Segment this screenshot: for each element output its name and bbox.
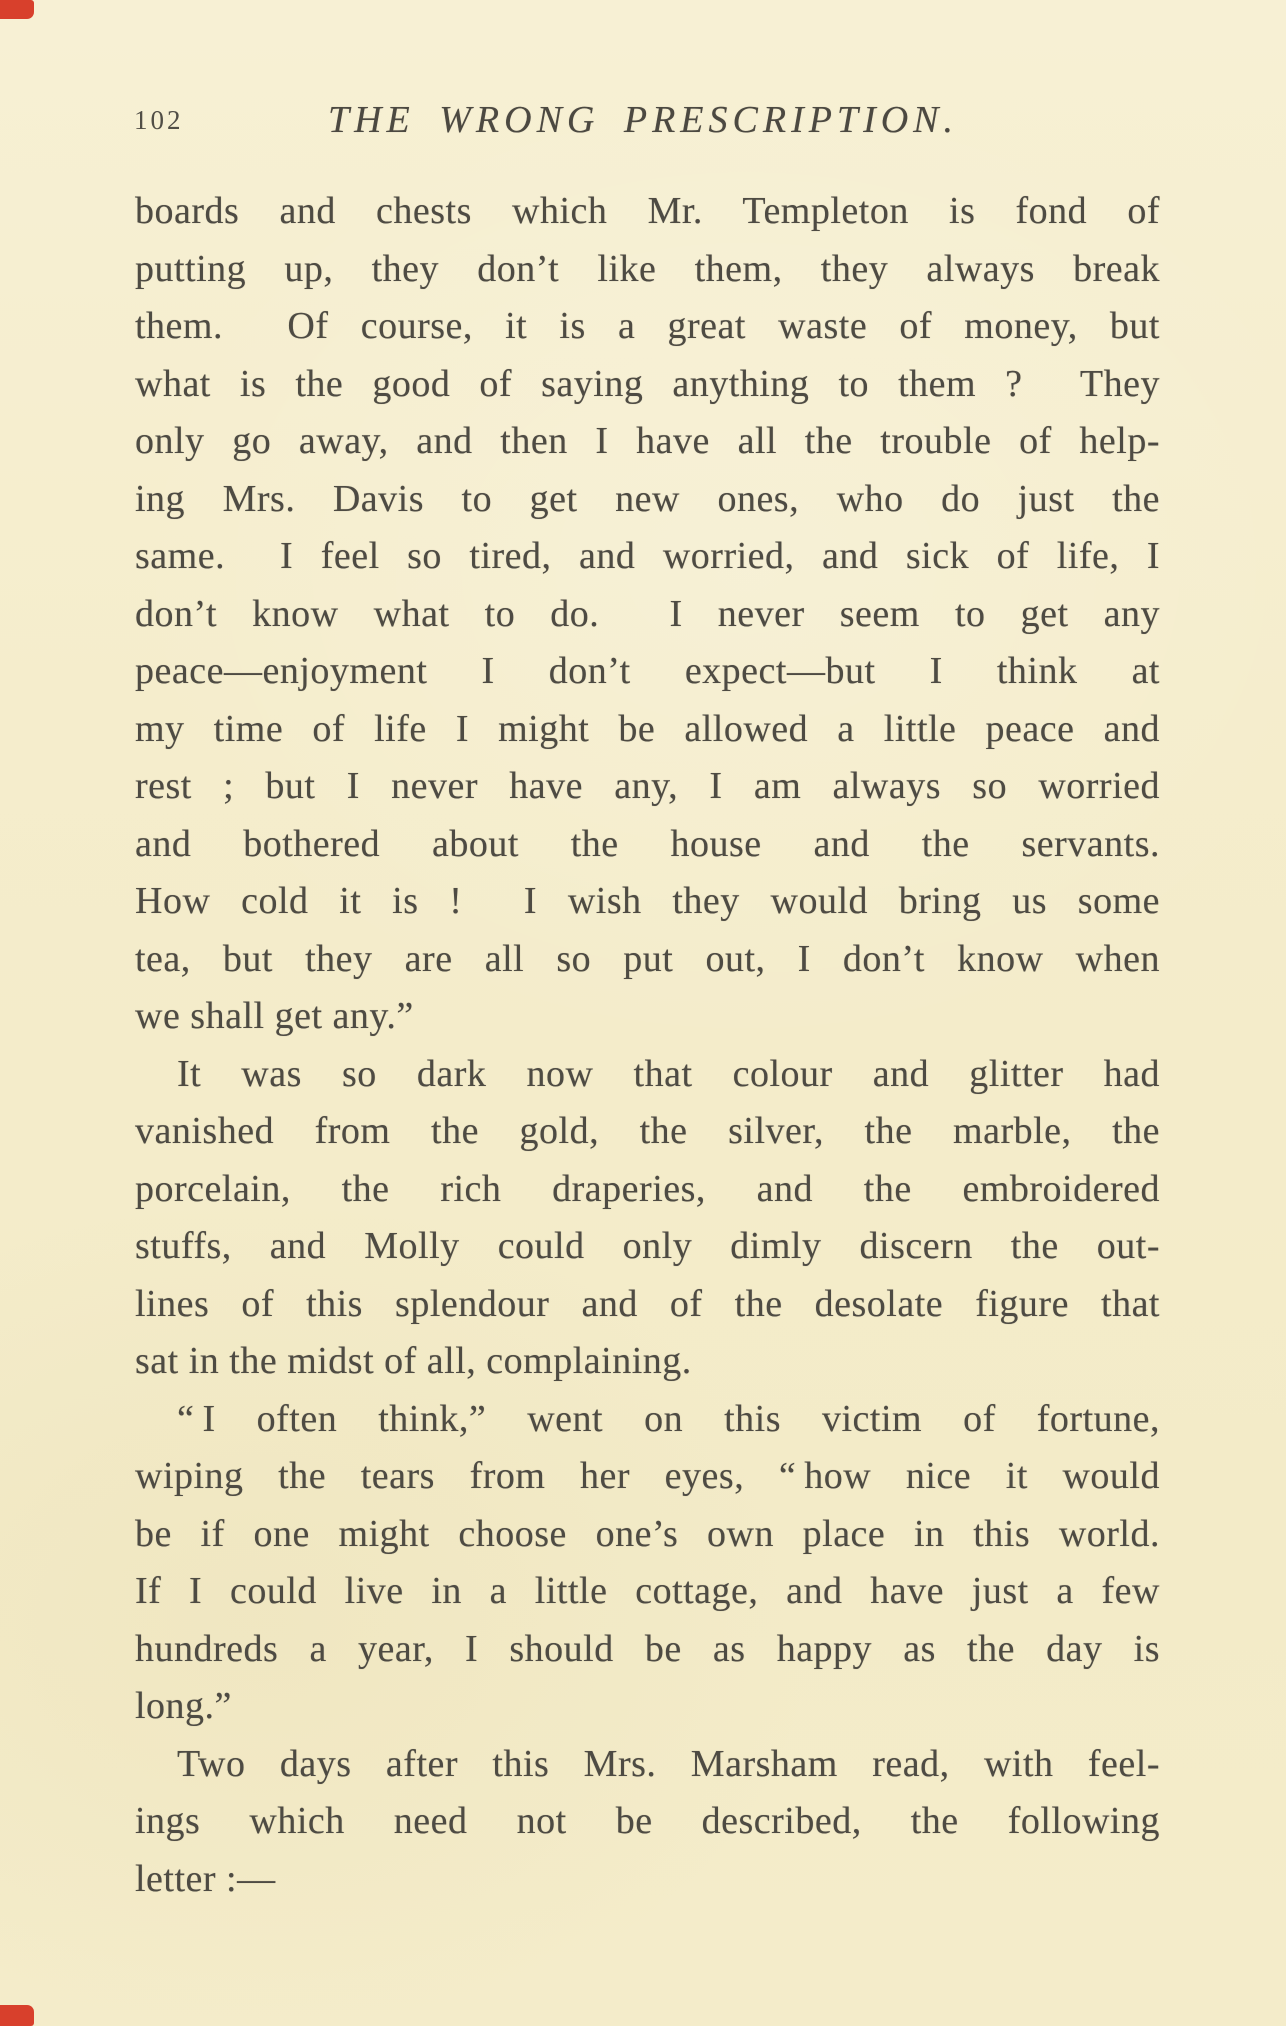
text-line: How cold it is ! I wish they would bring us some [135,880,1160,922]
text-line: putting up, they don’t like them, they always break [135,247,1160,290]
page-number: 102 [134,105,184,135]
text-line: “ I often think,” went on this victim of fortune, [177,1397,1160,1440]
text-line: Two days after this Mrs. Marsham read, with feel- [177,1742,1160,1785]
text-line: sat in the midst of all, complaining. [135,1340,692,1382]
text-line: If I could live in a little cottage, and have just a few [135,1570,1160,1612]
text-line: tea, but they are all so put out, I don’t know when [135,937,1160,980]
body-text [135,183,1160,1908]
text-line: wiping the tears from her eyes, “ how nice it would [135,1455,1160,1497]
text-line: vanished from the gold, the silver, the marble, the [135,1110,1160,1152]
text-line: peace—enjoyment I don’t expect—but I think at [135,650,1160,692]
text-line: only go away, and then I have all the trouble of help- [135,420,1160,462]
text-line: what is the good of saying anything to them ? They [135,362,1160,405]
text-line: ings which need not be described, the following [135,1800,1160,1842]
text-line: don’t know what to do. I never seem to get any [135,592,1160,635]
text-line: we shall get any.” [135,995,414,1037]
text-line: be if one might choose one’s own place in this world. [135,1512,1160,1555]
text-line: long.” [135,1685,232,1727]
text-line: ing Mrs. Davis to get new ones, who do just the [135,477,1160,520]
text-line: boards and chests which Mr. Templeton is fond of [135,190,1160,232]
text-line: lines of this splendour and of the desolate figure that [135,1282,1160,1325]
text-line: It was so dark now that colour and glitter had [177,1052,1160,1095]
text-line: porcelain, the rich draperies, and the embroidered [135,1167,1160,1210]
text-line: my time of life I might be allowed a little peace and [135,707,1160,750]
text-line: hundreds a year, I should be as happy as the day is [135,1627,1160,1670]
text-line: and bothered about the house and the servants. [135,822,1160,865]
text-line: them. Of course, it is a great waste of money, but [135,305,1160,347]
text-line: rest ; but I never have any, I am always so worried [135,765,1160,807]
text-line: same. I feel so tired, and worried, and sick of life, I [135,535,1160,577]
text-line: stuffs, and Molly could only dimly discern the out- [135,1225,1160,1267]
scan-corner-mark-top-icon [0,0,34,19]
scan-corner-mark-bottom-icon [0,2005,34,2026]
text-line: letter :— [135,1857,276,1900]
running-title: THE WRONG PRESCRIPTION. [327,99,959,141]
page-header [0,98,1286,140]
